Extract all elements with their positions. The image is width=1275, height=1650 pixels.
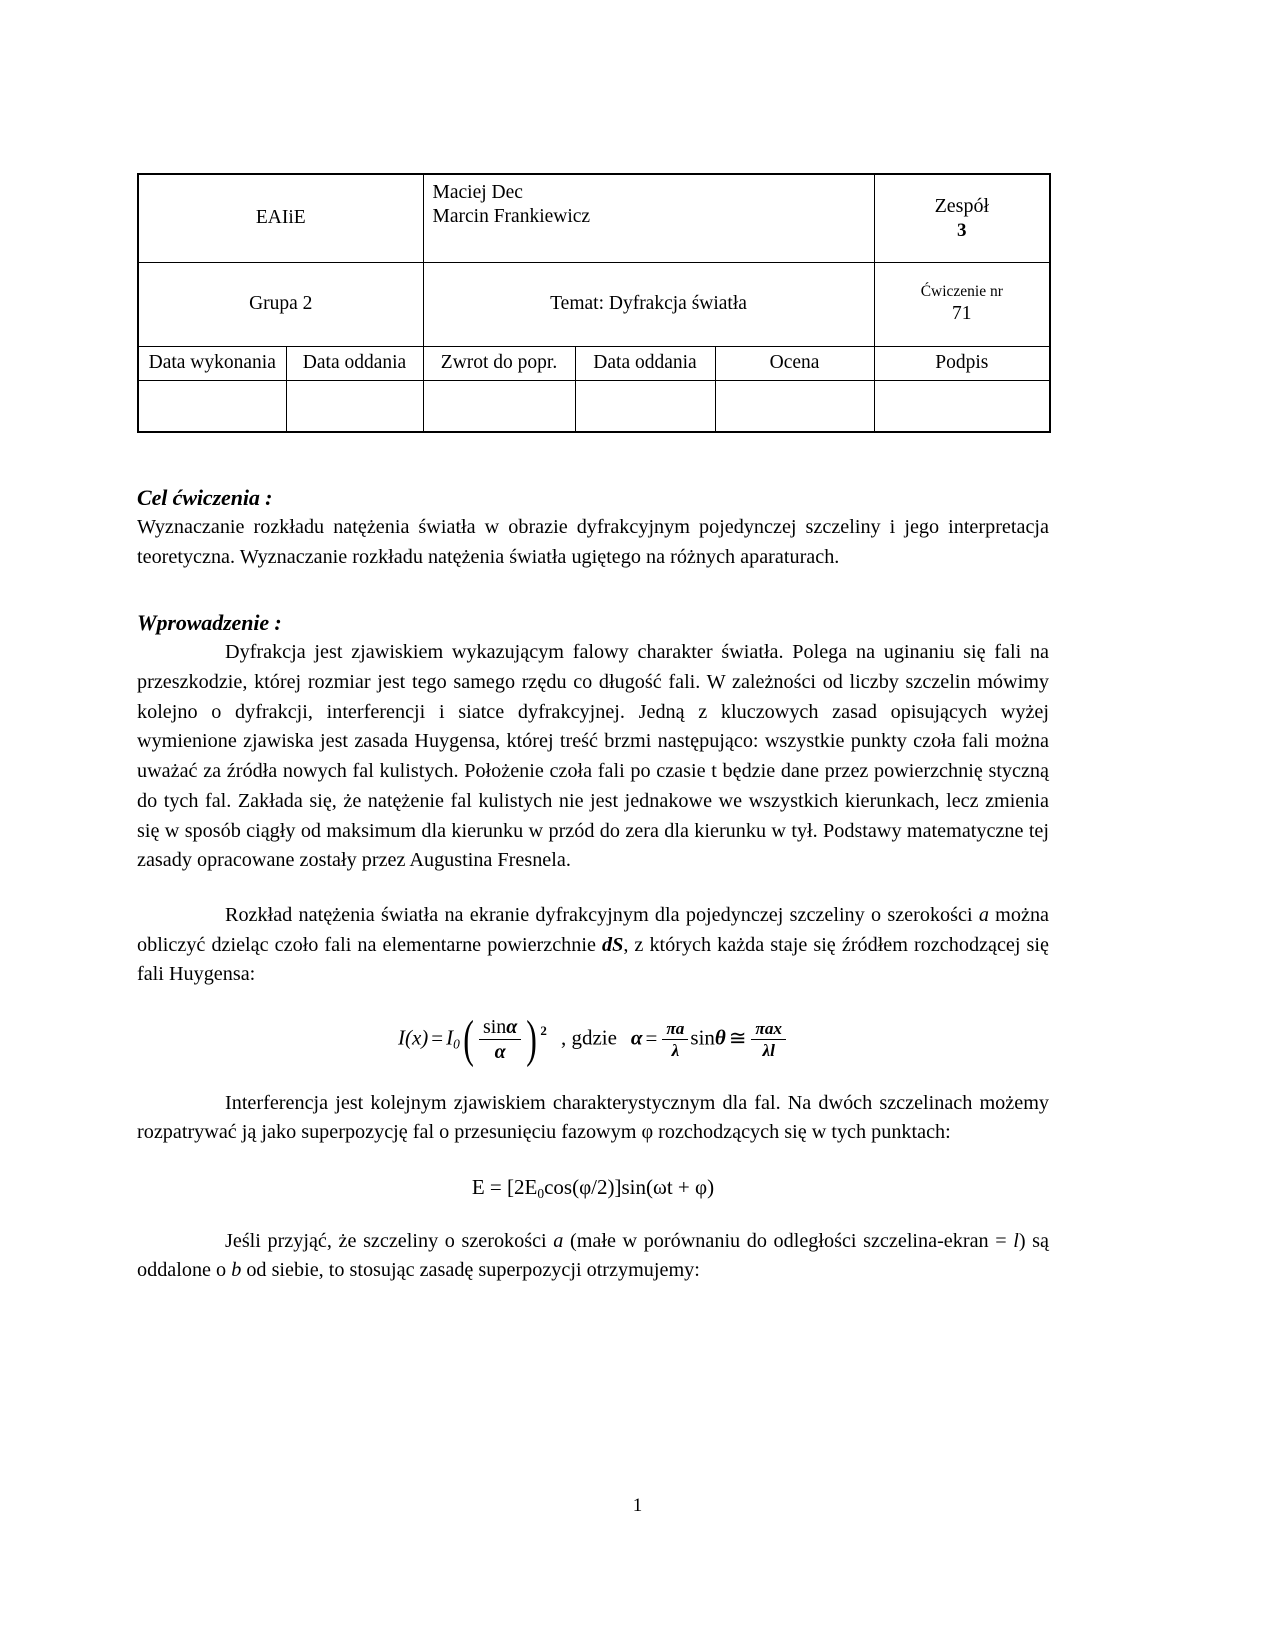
field-data-oddania-1[interactable] xyxy=(286,380,423,432)
authors-cell xyxy=(423,174,874,262)
eq1-frac-den: α xyxy=(494,1041,506,1064)
eq2-text-1: E = [2E xyxy=(471,1174,538,1199)
right-paren-icon: ) xyxy=(526,1011,538,1069)
paragraph-cel-text: Wyznaczanie rozkładu natężenia światła w obrazie dyfrakcyjnym pojedynczej szczeliny i jego interpretacja teoretyczna. Wyznaczanie rozkładu natężenia światła ugiętego na różnych aparaturach. xyxy=(137,516,1049,568)
group-cell xyxy=(138,262,423,346)
eq2-sub-0: 0 xyxy=(537,1185,545,1201)
author-name-1: Maciej Dec xyxy=(432,182,523,203)
eq2-text-2: cos(φ/2)]sin(ωt + φ) xyxy=(544,1174,715,1199)
section-cel-cwiczenia xyxy=(137,485,1049,572)
col-header-data-oddania-1: Data oddania xyxy=(286,346,423,380)
jesli-part-2: (małe w porównaniu do odległości szczelina-ekran = xyxy=(563,1229,1014,1252)
faculty-label: EAIiE xyxy=(255,207,306,229)
left-paren-icon: ( xyxy=(463,1011,474,1069)
paragraph-interferencja: Interferencja jest kolejnym zjawiskiem charakterystycznym dla fal. Na dwóch szczelinach możemy rozpatrywać ją jako superpozycję fal o przesunięciu fazowym φ rozchodzących się w tych punktach: xyxy=(137,1091,1049,1144)
author-name-2: Marcin Frankiewicz xyxy=(432,206,591,228)
field-data-wykonania[interactable] xyxy=(138,380,286,432)
equation-intensity-expr xyxy=(397,1011,788,1069)
eq1-fraction xyxy=(479,1016,521,1064)
topic-cell xyxy=(423,262,874,346)
rozklad-part-2: można obliczyć dzieląc czoło fali na elementarne powierzchnie xyxy=(137,903,1049,956)
group-label: Grupa 2 xyxy=(249,292,313,314)
col-header-data-wykonania: Data wykonania xyxy=(138,346,286,380)
eq1-pia: πa xyxy=(662,1019,688,1040)
eq1-frac-pia-lambda xyxy=(662,1019,688,1061)
exercise-cell xyxy=(874,262,1050,346)
exercise-number: 71 xyxy=(952,302,972,324)
eq1-frac-num xyxy=(479,1016,521,1040)
jesli-part-3: ) są oddalone o xyxy=(137,1229,1049,1282)
eq1-approx: ≅ xyxy=(728,1025,747,1050)
col-header-ocena: Ocena xyxy=(715,346,874,380)
eq1-piax: πax xyxy=(751,1019,786,1040)
var-dS: dS xyxy=(601,933,624,956)
field-podpis[interactable] xyxy=(874,380,1050,432)
equation-superposition xyxy=(137,1174,1049,1202)
heading-cel-cwiczenia: Cel ćwiczenia : xyxy=(137,485,273,510)
team-number: 3 xyxy=(957,219,967,241)
heading-wprowadzenie: Wprowadzenie : xyxy=(137,610,282,636)
col-header-zwrot-do-popr: Zwrot do popr. xyxy=(423,346,575,380)
var-b: b xyxy=(231,1259,242,1282)
var-l: l xyxy=(1013,1229,1019,1252)
page-number: 1 xyxy=(632,1495,643,1516)
var-a-2: a xyxy=(553,1229,564,1252)
report-header-table xyxy=(137,173,1051,433)
eq1-power: 2 xyxy=(540,1022,547,1038)
col-header-podpis: Podpis xyxy=(874,346,1050,380)
eq1-theta: θ xyxy=(714,1025,726,1050)
eq1-I0-sub: 0 xyxy=(453,1036,460,1052)
table-row xyxy=(138,174,1050,262)
jesli-part-1: Jeśli przyjąć, że szczeliny o szerokości xyxy=(225,1229,554,1252)
eq1-equals: = xyxy=(431,1025,444,1050)
paragraph-jesli-przyjac xyxy=(137,1227,1049,1286)
table-row-blank[interactable] xyxy=(138,380,1050,432)
eq1-equals2: = xyxy=(645,1025,658,1050)
var-a-1: a xyxy=(978,903,989,926)
rozklad-part-3: , z których każda staje się źródłem rozchodzącej się fali Huygensa: xyxy=(137,933,1049,986)
equation-intensity xyxy=(137,1011,1049,1069)
eq1-gdzie: , gdzie xyxy=(560,1025,617,1050)
jesli-part-4: od siebie, to stosując zasadę superpozycji otrzymujemy: xyxy=(241,1259,700,1282)
eq1-alpha-def: α xyxy=(630,1025,643,1050)
paragraph-dyfrakcja: Dyfrakcja jest zjawiskiem wykazującym falowy charakter światła. Polega na uginaniu się fali na przeszkodzie, której rozmiar jest tego samego rzędu co długość fali. W zależności od liczby szczelin mówimy kolejno o dyfrakcji, interferencji i siatce dyfrakcyjnej. Jedną z kluczowych zasad opisujących wyżej wymienione zjawiska jest zasada Huygensa, której treść brzmi następująco: wszystkie punkty czoła fali można uważać za źródła nowych fal kulistych. Położenie czoła fali po czasie t będzie dane przez powierzchnię styczną do tych fal. Zakłada się, że natężenie fal kulistych nie jest jednakowe we wszystkich kierunkach, lecz zmienia się w sposób ciągły od maksimum dla kierunku w przód do zera dla kierunku w tył. Podstawy matematyczne tej zasady opracowane zostały przez Augustina Fresnela. xyxy=(137,641,1049,872)
team-label: Zespół xyxy=(934,194,990,217)
section-wprowadzenie xyxy=(137,610,1049,1286)
eq1-lambda-l: λl xyxy=(762,1041,775,1061)
topic-label: Temat: Dyfrakcja światła xyxy=(550,292,747,314)
field-ocena[interactable] xyxy=(715,380,874,432)
eq1-sin: sin xyxy=(482,1015,507,1038)
eq1-x: (x) xyxy=(404,1025,429,1050)
eq1-I: I xyxy=(397,1025,405,1050)
eq1-sin2: sin xyxy=(690,1025,715,1050)
field-data-oddania-2[interactable] xyxy=(575,380,715,432)
rozklad-part-1: Rozkład natężenia światła na ekranie dyfrakcyjnym dla pojedynczej szczeliny o szerokości xyxy=(225,903,979,926)
table-row xyxy=(138,346,1050,380)
page-content xyxy=(137,173,1049,1286)
eq1-frac-piax-lambdal xyxy=(751,1019,786,1061)
faculty-cell xyxy=(138,174,423,262)
paragraph-rozklad xyxy=(137,901,1049,990)
eq1-lambda: λ xyxy=(671,1041,680,1061)
field-zwrot-do-popr[interactable] xyxy=(423,380,575,432)
col-header-data-oddania-2: Data oddania xyxy=(575,346,715,380)
eq1-I0: I xyxy=(446,1025,454,1050)
table-row xyxy=(138,262,1050,346)
exercise-label: Ćwiczenie nr xyxy=(920,283,1003,301)
team-cell xyxy=(874,174,1050,262)
equation-superposition-expr xyxy=(472,1175,714,1202)
eq1-alpha-num: α xyxy=(506,1015,518,1038)
